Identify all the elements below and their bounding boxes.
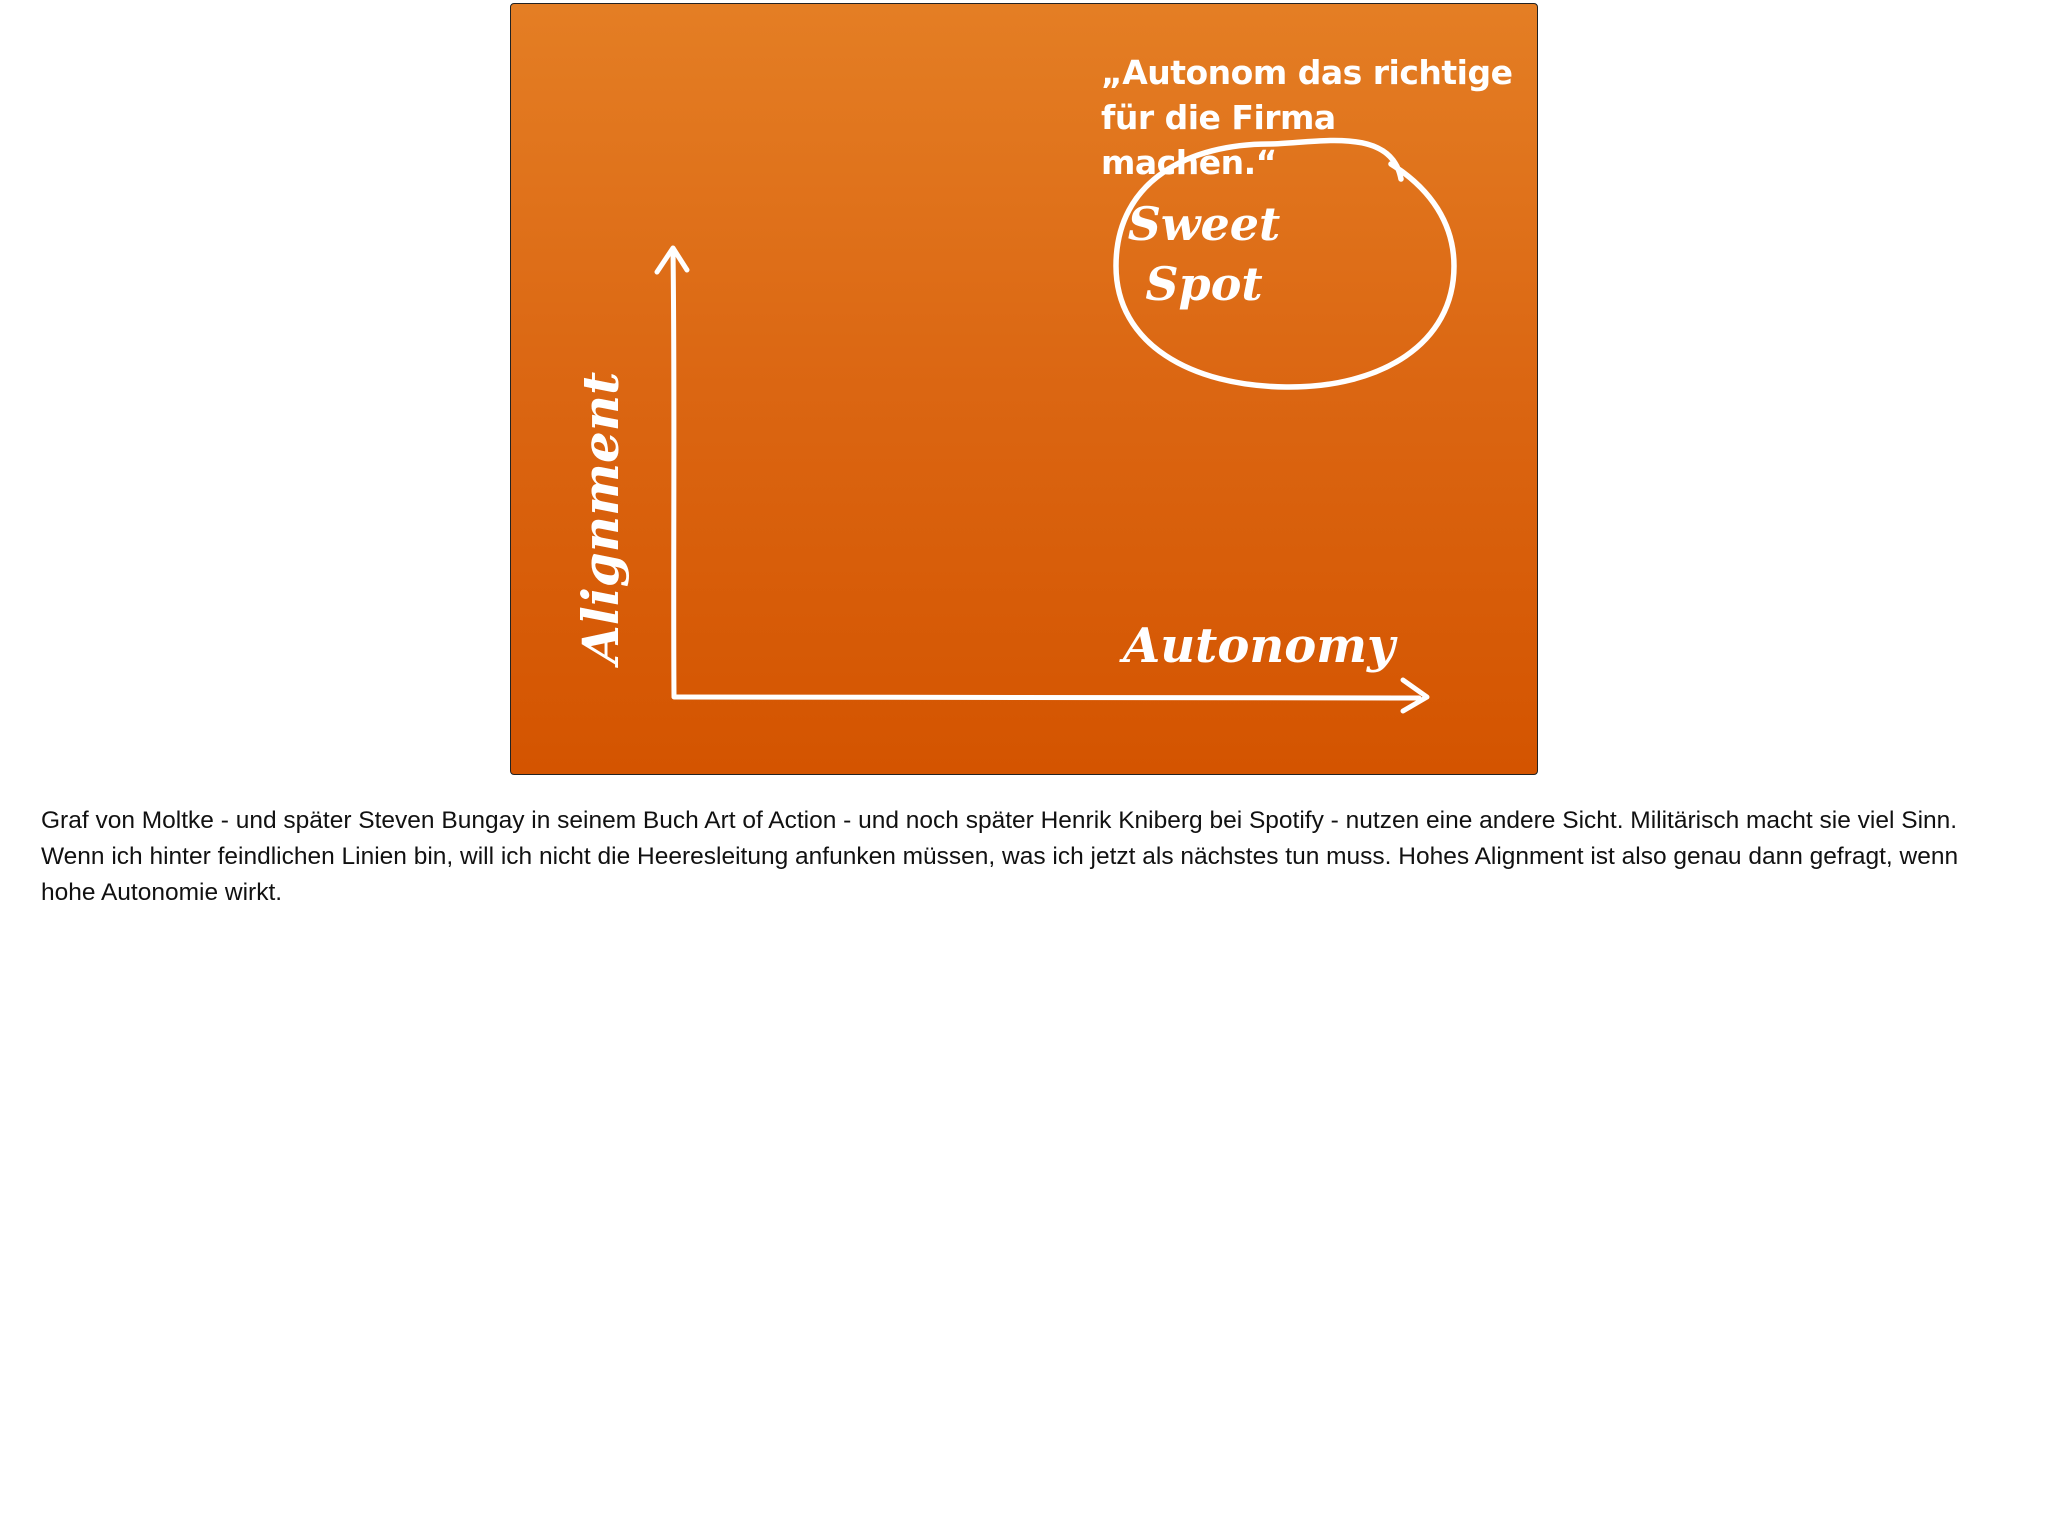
sweet-spot-line-1: Sweet <box>1127 197 1281 251</box>
presenter-notes: Graf von Moltke - und später Steven Bungay in seinem Buch Art of Action - und noch später Henrik Kniberg bei Spotify - nutzen eine andere Sicht. Militärisch macht sie viel Sinn. Wenn ich hinter feindlichen Linien bin, will ich nicht die Heeresleitung anfunken müssen, was ich jetzt als nächstes tun muss. Hohes Alignment ist also genau dann gefragt, wenn hohe Autonomie wirkt. <box>41 807 1959 906</box>
y-axis-line <box>673 249 674 696</box>
y-axis-label: Alignment <box>571 371 630 664</box>
sweet-spot-line-2: Spot <box>1145 257 1263 311</box>
x-axis-line <box>674 697 1419 698</box>
slide-quote <box>1101 50 1521 185</box>
x-axis-label: Autonomy <box>1123 618 1395 674</box>
quote-line-2: für die Firma machen.“ <box>1101 98 1336 182</box>
quote-line-1: „Autonom das richtige <box>1101 53 1513 92</box>
sweet-spot-label <box>1086 194 1322 314</box>
slide <box>510 3 1538 775</box>
